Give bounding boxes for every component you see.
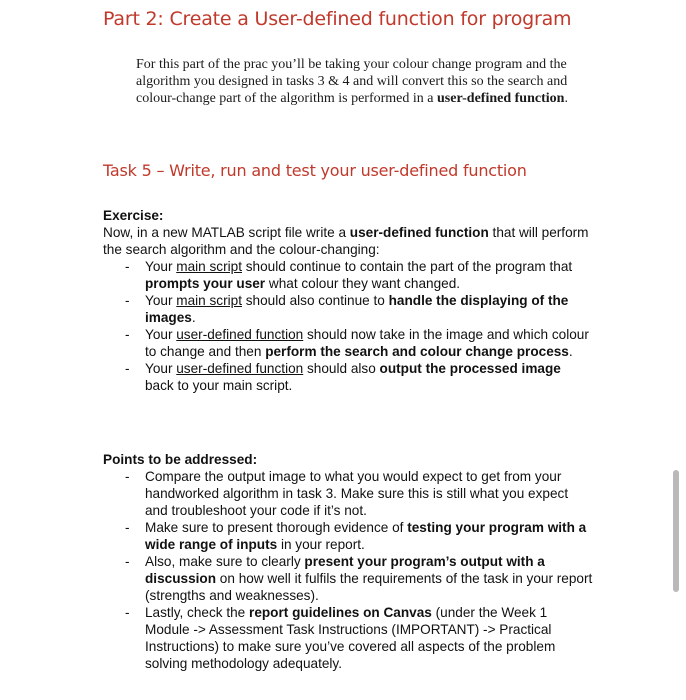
intro-text: For this part of the prac you’ll be taking your colour change program and the algorithm you designed in tasks 3 & 4 and will convert this so the search and colour-change part of the algorithm is performed in a bbox=[136, 57, 568, 106]
item-bold: prompts your user bbox=[145, 276, 266, 291]
intro-end: . bbox=[564, 91, 568, 106]
task-title: Task 5 – Write, run and test your user-defined function bbox=[103, 161, 527, 180]
item-text: Also, make sure to clearly bbox=[145, 554, 305, 569]
item-text: Lastly, check the bbox=[145, 605, 250, 620]
exercise-text-c: that will perform the search algorithm and the colour-changing: bbox=[103, 225, 589, 257]
item-text: . bbox=[568, 344, 573, 359]
item-underline: main script bbox=[176, 293, 242, 308]
item-text: in your report. bbox=[277, 537, 365, 552]
list-item bbox=[103, 604, 593, 672]
item-text: should now take in the image and which colour to change and then bbox=[145, 327, 589, 359]
exercise-text-a: Now, in a new MATLAB script file write a bbox=[103, 225, 350, 240]
item-bold: report guidelines on Canvas bbox=[249, 605, 432, 620]
item-text: (under the Week 1 Module -> Assessment Task Instructions (IMPORTANT) -> Practical Instructions) to make sure you’ve covered all aspects of the problem solving methodology adequately. bbox=[145, 605, 556, 671]
points-list bbox=[103, 468, 593, 672]
item-bold: testing your program with a wide range of inputs bbox=[145, 520, 587, 552]
item-underline: user-defined function bbox=[176, 327, 304, 342]
list-item bbox=[103, 258, 593, 292]
item-text: Compare the output image to what you would expect to get from your handworked algorithm in task 3. Make sure this is still what you expect and troubleshoot your code if it’s not. bbox=[145, 469, 569, 518]
item-text: Make sure to present thorough evidence of bbox=[145, 520, 408, 535]
item-text: back to your main script. bbox=[145, 378, 293, 393]
exercise-heading: Exercise: bbox=[103, 208, 164, 223]
exercise-text-b: user-defined function bbox=[349, 225, 489, 240]
item-underline: user-defined function bbox=[176, 361, 304, 376]
scrollbar-thumb[interactable] bbox=[673, 470, 679, 592]
item-text: . bbox=[191, 310, 196, 325]
list-item bbox=[103, 360, 593, 394]
item-bold: present your program’s output with a discussion bbox=[145, 554, 545, 586]
exercise-paragraph bbox=[103, 224, 593, 258]
item-text: should also continue to bbox=[241, 293, 389, 308]
item-bold: perform the search and colour change process bbox=[265, 344, 569, 359]
list-item bbox=[103, 519, 593, 553]
item-text: Your bbox=[145, 259, 177, 274]
intro-paragraph bbox=[136, 56, 576, 107]
part-title: Part 2: Create a User-defined function for program bbox=[103, 8, 572, 30]
exercise-list bbox=[103, 258, 593, 394]
exercise-section bbox=[103, 207, 593, 394]
intro-bold: user-defined function bbox=[437, 91, 565, 106]
points-heading: Points to be addressed: bbox=[103, 452, 258, 467]
points-section bbox=[103, 451, 593, 672]
item-text: Your bbox=[145, 293, 177, 308]
item-bold: output the processed image bbox=[379, 361, 561, 376]
item-text: what colour they want changed. bbox=[265, 276, 461, 291]
item-text: Your bbox=[145, 327, 177, 342]
item-underline: main script bbox=[176, 259, 242, 274]
item-bold: handle the displaying of the images bbox=[145, 293, 569, 325]
item-text: Your bbox=[145, 361, 177, 376]
item-text: should also bbox=[303, 361, 380, 376]
list-item bbox=[103, 292, 593, 326]
list-item bbox=[103, 468, 593, 519]
item-text: on how well it fulfils the requirements of the task in your report (strengths and weaknesses). bbox=[145, 571, 593, 603]
list-item bbox=[103, 553, 593, 604]
list-item bbox=[103, 326, 593, 360]
item-text: should continue to contain the part of the program that bbox=[241, 259, 573, 274]
